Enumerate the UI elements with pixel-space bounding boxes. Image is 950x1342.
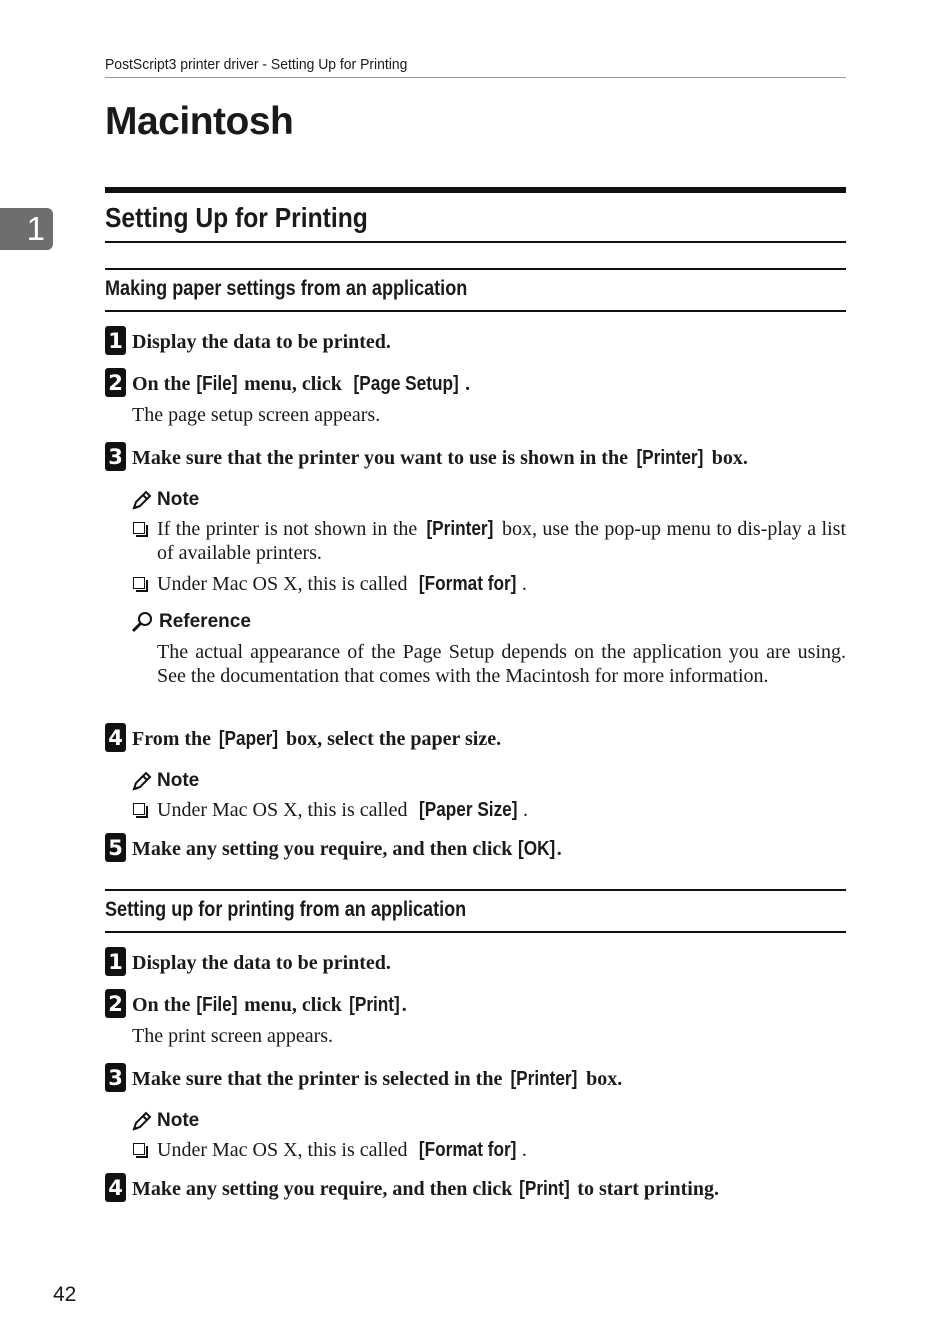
step-instruction: Make any setting you require, and then click [OK]. (132, 838, 562, 860)
checkbox-icon (133, 577, 145, 589)
checkbox-icon (133, 803, 145, 815)
section-title: Setting Up for Printing (105, 202, 368, 233)
pencil-icon (131, 770, 153, 792)
step-number: 4 (105, 723, 126, 752)
step-instruction: From the [Paper] box, select the paper size. (132, 728, 502, 750)
step-number: 5 (105, 833, 126, 862)
checkbox-icon (133, 522, 145, 534)
note-item: Under Mac OS X, this is called [Format for] . (131, 572, 846, 596)
note-item: If the printer is not shown in the [Printer] box, use the pop-up menu to dis-play a list of available printers. (131, 517, 846, 565)
reference-block (131, 610, 846, 710)
step-number: 3 (105, 442, 126, 471)
ui-label-print: [Print] (349, 994, 400, 1016)
step-number: 4 (105, 1173, 126, 1202)
step-number: 3 (105, 1063, 126, 1092)
step-number: 1 (105, 326, 126, 355)
ui-label-printer: [Printer] (636, 447, 704, 469)
step-instruction: Make sure that the printer is selected in the [Printer] box. (132, 1068, 623, 1090)
note-heading: Note (131, 769, 199, 793)
step-instruction: Make sure that the printer you want to use is shown in the [Printer] box. (132, 447, 748, 469)
subsection-title: Setting up for printing from an application (105, 898, 467, 921)
note-heading: Note (131, 1109, 199, 1133)
ui-label-ok: [OK] (518, 838, 556, 860)
ui-label-file: [File] (196, 373, 238, 395)
pencil-icon (131, 489, 153, 511)
ui-label-print: [Print] (519, 1178, 571, 1200)
ui-label-file: [File] (196, 994, 238, 1016)
reference-heading: Reference (131, 610, 251, 634)
step-number: 1 (105, 947, 126, 976)
header-rule (105, 77, 846, 78)
reference-text: The actual appearance of the Page Setup depends on the application you are using. See the documentation that comes with the Macintosh for more information. (157, 641, 846, 687)
step-result: The print screen appears. (132, 1025, 334, 1047)
step-instruction: On the [File] menu, click [Print] . (132, 994, 407, 1016)
note-block (131, 769, 846, 825)
running-header: PostScript3 printer driver - Setting Up for Printing (105, 56, 408, 73)
step-number: 2 (105, 368, 126, 397)
page-number: 42 (53, 1283, 77, 1306)
magnifier-icon (131, 610, 155, 634)
step-result: The page setup screen appears. (132, 404, 381, 426)
chapter-tab[interactable]: 1 (0, 208, 53, 250)
step-instruction: Display the data to be printed. (132, 952, 391, 974)
step-instruction: Display the data to be printed. (132, 331, 391, 353)
section-heading (105, 187, 846, 243)
note-item: Under Mac OS X, this is called [Paper Size] . (131, 798, 846, 822)
pencil-icon (131, 1110, 153, 1132)
note-block (131, 488, 846, 600)
ui-label-page-setup: [Page Setup] (353, 373, 459, 395)
subsection-heading-paper-settings (105, 268, 846, 312)
subsection-heading-printing (105, 889, 846, 933)
step-number: 2 (105, 989, 126, 1018)
note-block (131, 1109, 846, 1165)
subsection-title: Making paper settings from an application (105, 277, 468, 300)
page-title: Macintosh (105, 100, 294, 143)
ui-label-paper: [Paper] (218, 728, 279, 750)
step-instruction: On the [File] menu, click [Page Setup] . (132, 373, 471, 395)
step-instruction: Make any setting you require, and then click [Print] to start printing. (132, 1178, 719, 1200)
checkbox-icon (133, 1143, 145, 1155)
note-item: Under Mac OS X, this is called [Format for] . (131, 1138, 846, 1162)
note-heading: Note (131, 488, 199, 512)
ui-label-printer: [Printer] (510, 1068, 578, 1090)
